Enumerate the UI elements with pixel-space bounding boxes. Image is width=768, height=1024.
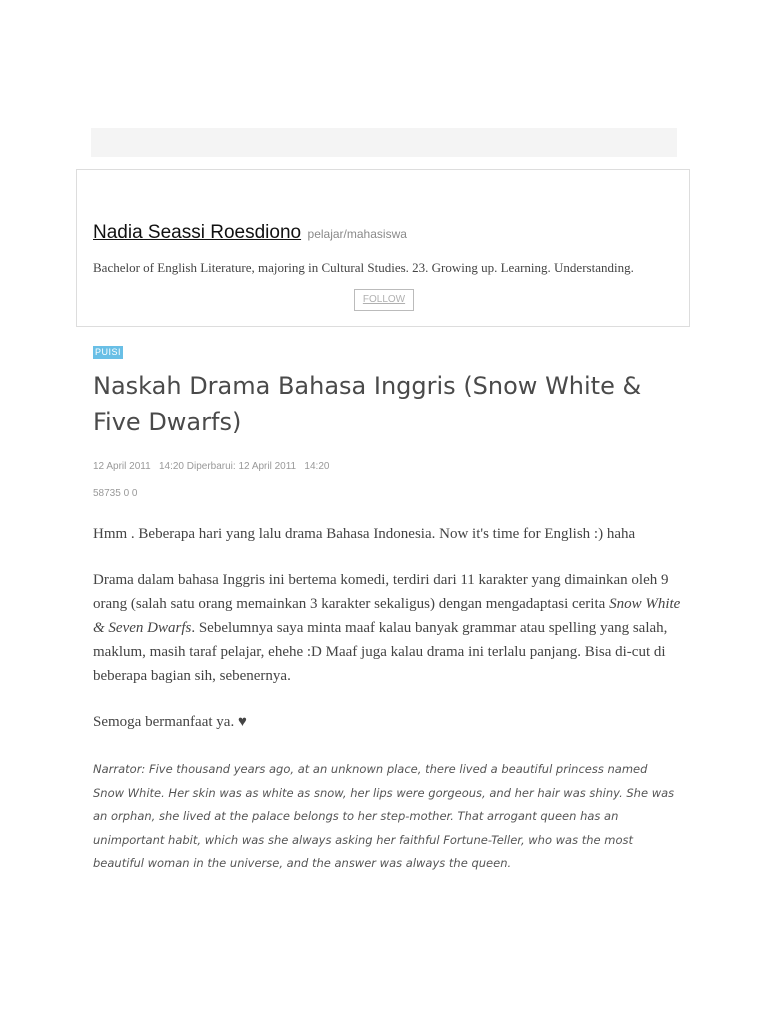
drama-description-paragraph — [93, 568, 683, 688]
article-title: Naskah Drama Bahasa Inggris (Snow White & Five Dwarfs) — [93, 372, 642, 436]
story-title-italic: Snow White & Seven Dwarfs — [93, 596, 681, 636]
drama-text-part2: . Sebelumnya saya minta maaf kalau banyak grammar atau spelling yang salah, maklum, masih taraf pelajar, ehehe :D Maaf juga kalau drama ini terlalu panjang. Bisa di-cut di beberapa bagian sih, sebenernya. — [93, 620, 668, 684]
narrator-paragraph: Narrator: Five thousand years ago, at an unknown place, there lived a beautiful princess named Snow White. Her skin was as white as snow, her lips were gorgeous, and her hair was shiny. She was an orphan, she lived at the palace belongs to her step-mother. That arrogant queen has an unimportant habit, which was she always asking her faithful Fortune-Teller, who was the most beautiful woman in the universe, and the answer was always the queen. — [93, 762, 675, 870]
closing-greeting: Semoga bermanfaat ya. ♥ — [93, 714, 247, 730]
author-name-link[interactable]: Nadia Seassi Roesdiono — [93, 222, 302, 243]
article-stats: 58735 0 0 — [93, 488, 138, 499]
category-tag[interactable]: PUISI — [95, 347, 122, 357]
author-bio: Bachelor of English Literature, majoring in Cultural Studies. 23. Growing up. Learning. Understanding. — [93, 260, 634, 275]
article-dates: 12 April 2011 14:20 Diperbarui: 12 April 2011 14:20 — [93, 461, 330, 472]
article-body — [93, 522, 683, 876]
intro-paragraph: Hmm . Beberapa hari yang lalu drama Bahasa Indonesia. Now it's time for English :) haha — [93, 526, 636, 542]
author-card — [76, 169, 690, 327]
drama-text-part1: Drama dalam bahasa Inggris ini bertema komedi, terdiri dari 11 karakter yang dimainkan oleh 9 orang (salah satu orang memainkan 3 karakter sekaligus) dengan mengadaptasi cerita — [93, 572, 669, 612]
author-line — [93, 222, 407, 244]
follow-button[interactable]: FOLLOW — [354, 289, 414, 311]
author-role: pelajar/mahasiswa — [307, 227, 407, 241]
top-banner-placeholder — [91, 128, 677, 157]
